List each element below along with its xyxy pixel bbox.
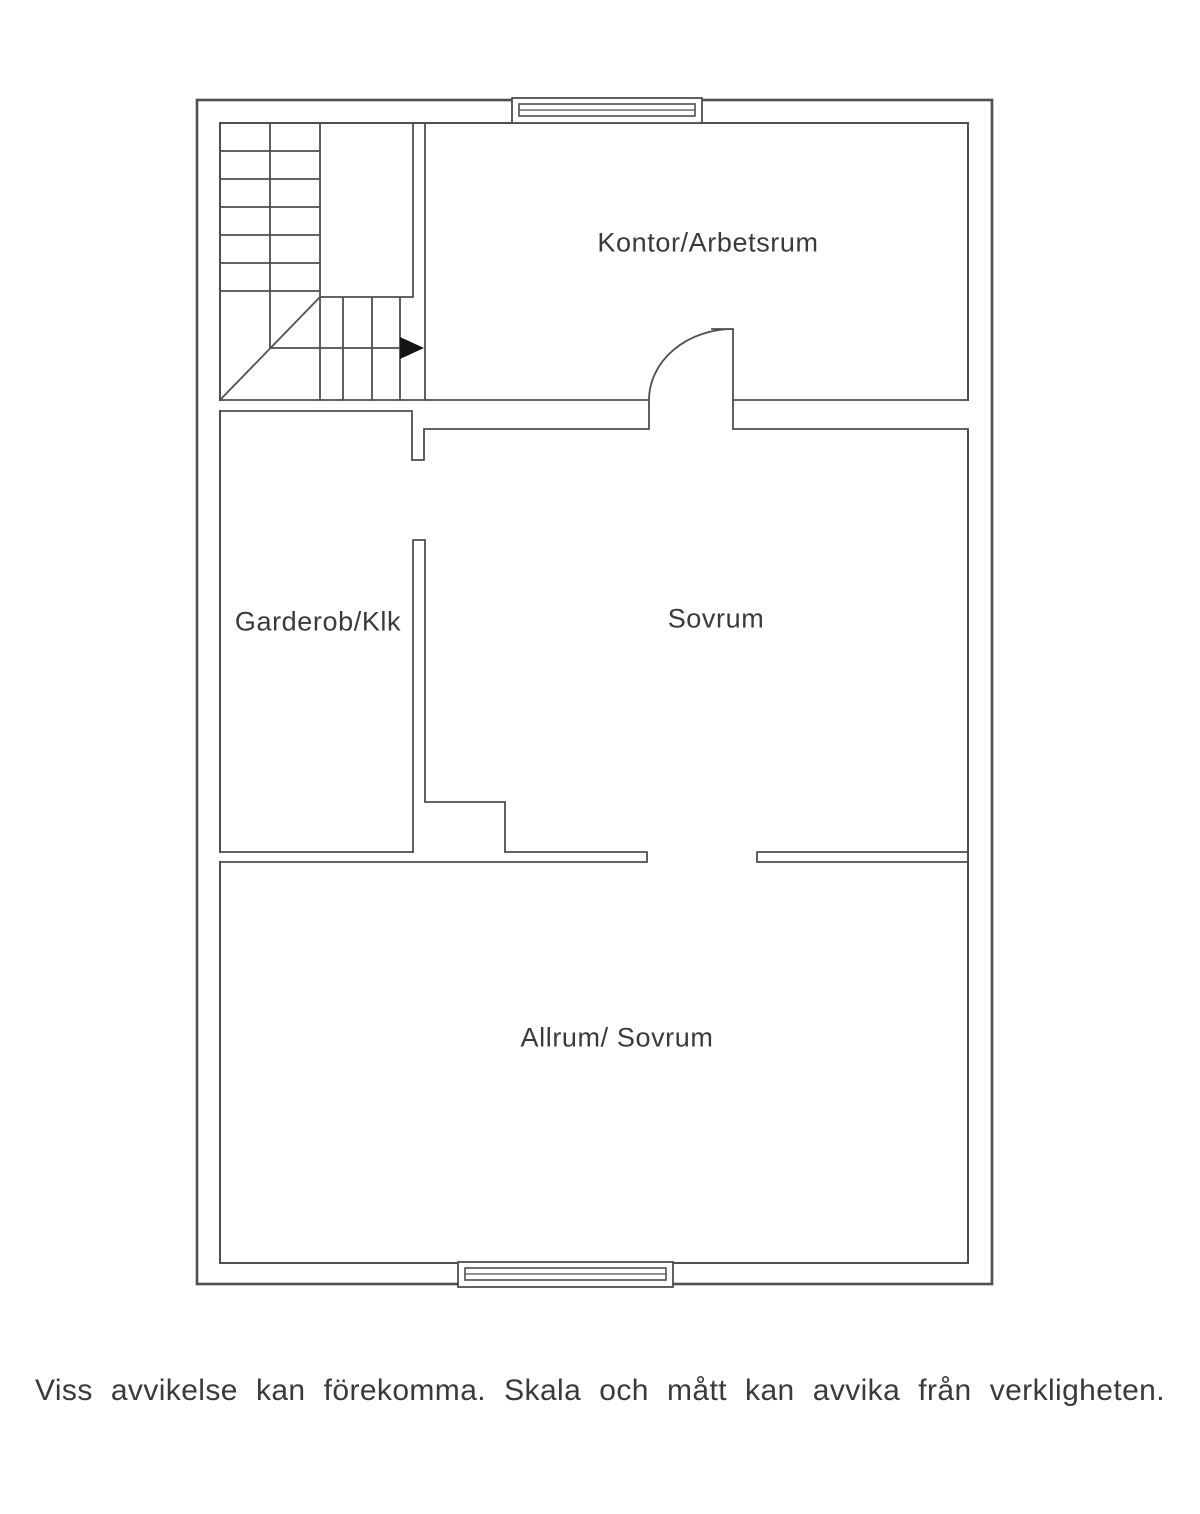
door-swing: [649, 329, 733, 400]
room-label-sovrum: Sovrum: [667, 603, 765, 634]
room-label-allrum: Allrum/ Sovrum: [520, 1022, 714, 1053]
inner-wall: [220, 123, 968, 1263]
outer-wall: [197, 100, 992, 1284]
room-label-garderob: Garderob/Klk: [234, 606, 402, 637]
wall-top-middle: [220, 400, 968, 460]
stair-direction-arrow-icon: [400, 337, 424, 359]
disclaimer-text: Viss avvikelse kan förekomma. Skala och mått kan avvika från verkligheten.: [35, 1374, 1165, 1407]
room-label-kontor: Kontor/Arbetsrum: [597, 227, 819, 258]
staircase: [220, 123, 425, 400]
windows: [458, 98, 702, 1287]
bottom-window-icon: [458, 1262, 673, 1287]
closet-wall: [413, 540, 505, 852]
wall-lines: [197, 100, 992, 1284]
top-window-icon: [512, 98, 702, 123]
wall-middle-bottom: [220, 852, 968, 862]
